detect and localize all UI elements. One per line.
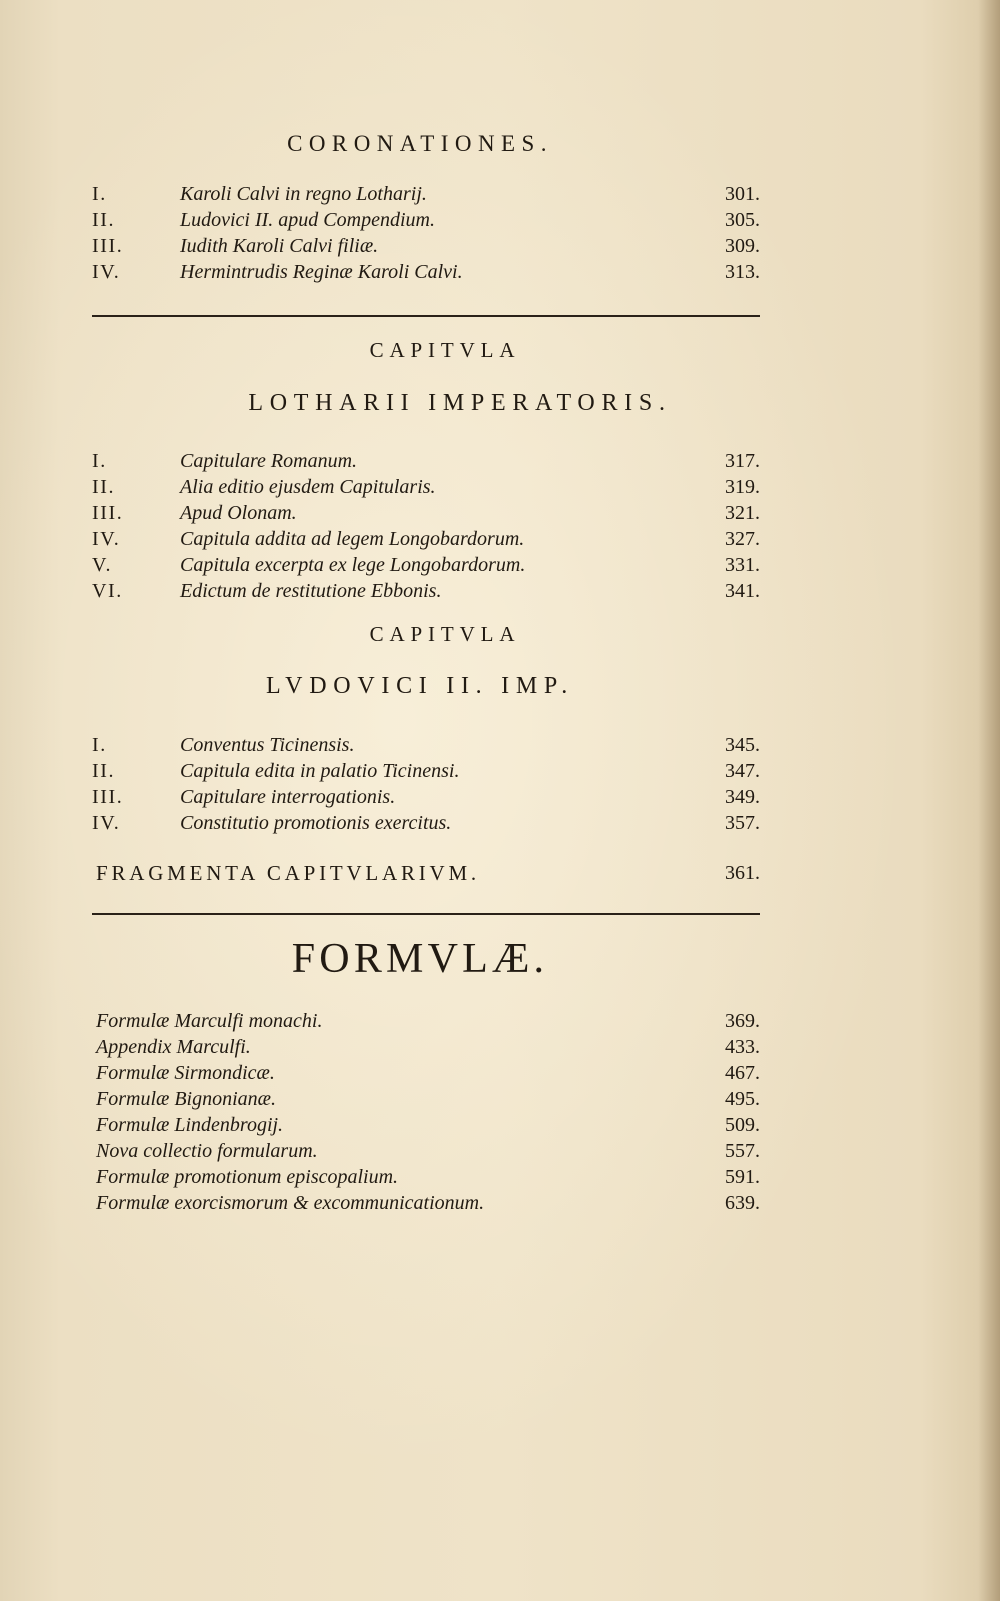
toc-title: Capitula edita in palatio Ticinensi. xyxy=(180,760,460,782)
toc-page: 357. xyxy=(725,812,760,834)
toc-title: Formulæ Lindenbrogij. xyxy=(96,1114,284,1136)
toc-number: III. xyxy=(92,235,124,257)
toc-number: IV. xyxy=(92,528,121,550)
toc-page: 331. xyxy=(725,554,760,576)
toc-row xyxy=(0,259,1000,285)
toc-row xyxy=(0,1034,1000,1060)
coronationes-heading: CORONATIONES. xyxy=(287,131,553,156)
toc-row xyxy=(0,448,1000,474)
toc-number: II. xyxy=(92,476,116,498)
toc-title: Formulæ Sirmondicæ. xyxy=(96,1062,275,1084)
toc-title: Formulæ exorcismorum & excommunicationum. xyxy=(96,1192,485,1214)
toc-row xyxy=(0,732,1000,758)
toc-number: V. xyxy=(92,554,113,576)
toc-title: Nova collectio formularum. xyxy=(96,1140,318,1162)
toc-number: I. xyxy=(92,183,107,205)
toc-page: 591. xyxy=(725,1166,760,1188)
toc-number: I. xyxy=(92,450,107,472)
toc-page: 557. xyxy=(725,1140,760,1162)
toc-row xyxy=(0,758,1000,784)
toc-row xyxy=(0,1008,1000,1034)
toc-row xyxy=(0,578,1000,604)
toc-title: Conventus Ticinensis. xyxy=(180,734,355,756)
toc-page: 639. xyxy=(725,1192,760,1214)
toc-page: 309. xyxy=(725,235,760,257)
toc-title: Ludovici II. apud Compendium. xyxy=(180,209,435,231)
section-divider xyxy=(92,315,760,317)
toc-page: 509. xyxy=(725,1114,760,1136)
fragmenta-row xyxy=(0,860,1000,886)
toc-row xyxy=(0,1190,1000,1216)
toc-title: Iudith Karoli Calvi filiæ. xyxy=(180,235,379,257)
toc-title: Formulæ promotionum episcopalium. xyxy=(96,1166,399,1188)
toc-number: II. xyxy=(92,209,116,231)
toc-number: I. xyxy=(92,734,107,756)
toc-title: Capitulare Romanum. xyxy=(180,450,358,472)
toc-row xyxy=(0,207,1000,233)
toc-number: IV. xyxy=(92,261,121,283)
toc-title: Apud Olonam. xyxy=(180,502,297,524)
toc-row xyxy=(0,552,1000,578)
lotharii-heading: LOTHARII IMPERATORIS. xyxy=(248,390,672,416)
toc-title: Constitutio promotionis exercitus. xyxy=(180,812,452,834)
toc-title: Capitulare interrogationis. xyxy=(180,786,396,808)
toc-number: III. xyxy=(92,786,124,808)
toc-page: 495. xyxy=(725,1088,760,1110)
toc-title: Formulæ Bignonianæ. xyxy=(96,1088,277,1110)
toc-row xyxy=(0,1112,1000,1138)
toc-page: 369. xyxy=(725,1010,760,1032)
toc-title: Appendix Marculfi. xyxy=(96,1036,251,1058)
toc-page: 361. xyxy=(725,862,760,884)
toc-page: 341. xyxy=(725,580,760,602)
toc-row xyxy=(0,1086,1000,1112)
toc-page: 313. xyxy=(725,261,760,283)
formulae-heading: FORMVLÆ. xyxy=(291,936,549,982)
toc-page: 327. xyxy=(725,528,760,550)
toc-page: 467. xyxy=(725,1062,760,1084)
toc-row xyxy=(0,474,1000,500)
toc-page: 345. xyxy=(725,734,760,756)
toc-row xyxy=(0,181,1000,207)
capitula-heading: CAPITVLA xyxy=(369,622,521,646)
toc-page: 347. xyxy=(725,760,760,782)
toc-row xyxy=(0,784,1000,810)
toc-row xyxy=(0,500,1000,526)
toc-row xyxy=(0,526,1000,552)
toc-page: 317. xyxy=(725,450,760,472)
toc-row xyxy=(0,1164,1000,1190)
toc-title: Edictum de restitutione Ebbonis. xyxy=(180,580,442,602)
toc-title: Capitula excerpta ex lege Longobardorum. xyxy=(180,554,526,576)
toc-row xyxy=(0,1138,1000,1164)
toc-page: 349. xyxy=(725,786,760,808)
toc-page: 319. xyxy=(725,476,760,498)
toc-number: II. xyxy=(92,760,116,782)
fragmenta-title: FRAGMENTA CAPITVLARIVM. xyxy=(96,861,480,885)
capitula-heading: CAPITVLA xyxy=(369,338,521,362)
toc-title: Hermintrudis Reginæ Karoli Calvi. xyxy=(180,261,463,283)
toc-page: 433. xyxy=(725,1036,760,1058)
toc-title: Alia editio ejusdem Capitularis. xyxy=(180,476,436,498)
toc-title: Formulæ Marculfi monachi. xyxy=(96,1010,323,1032)
toc-page: 301. xyxy=(725,183,760,205)
toc-title: Capitula addita ad legem Longobardorum. xyxy=(180,528,525,550)
toc-page: 305. xyxy=(725,209,760,231)
toc-number: IV. xyxy=(92,812,121,834)
toc-title: Karoli Calvi in regno Lotharij. xyxy=(180,183,427,205)
toc-row xyxy=(0,1060,1000,1086)
ludovici-heading: LVDOVICI II. IMP. xyxy=(265,673,575,699)
toc-page: 321. xyxy=(725,502,760,524)
toc-row xyxy=(0,233,1000,259)
section-divider xyxy=(92,913,760,915)
toc-row xyxy=(0,810,1000,836)
toc-number: VI. xyxy=(92,580,123,602)
toc-number: III. xyxy=(92,502,124,524)
